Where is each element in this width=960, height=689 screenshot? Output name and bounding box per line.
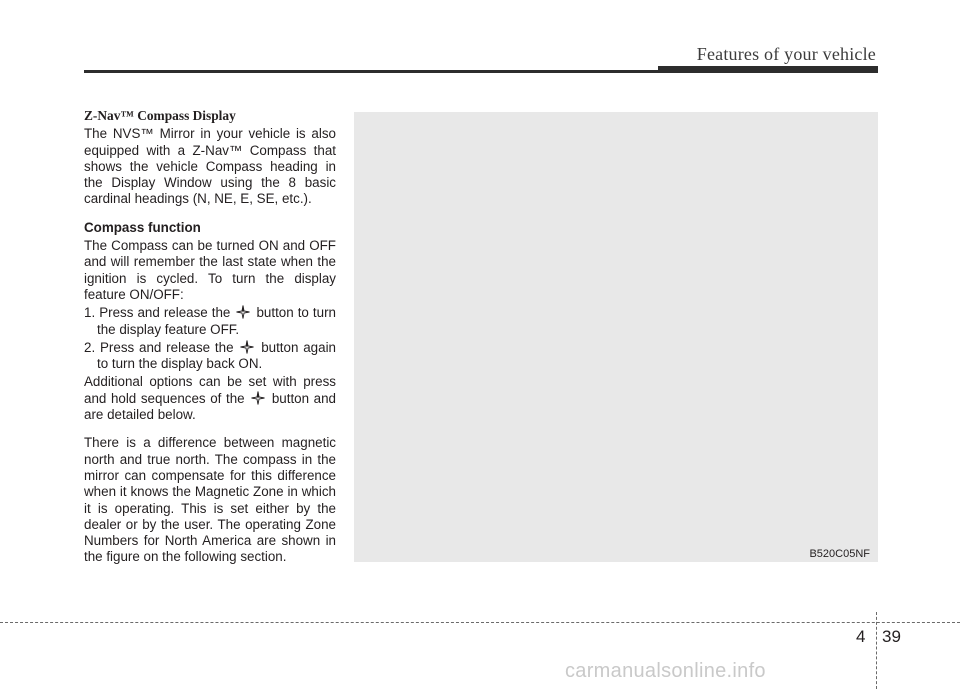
step-2-text-end: button again to turn the display back ON.	[97, 339, 336, 372]
main-text-column	[84, 108, 336, 566]
intro-paragraph: The NVS™ Mirror in your vehicle is also equipped with a Z-Nav™ Compass that shows the vehicle Compass heading in the Display Window using the 8 basic cardinal headings (N, NE, E, SE, etc.).	[84, 126, 336, 207]
page-header-title: Features of your vehicle	[696, 44, 876, 64]
header-rule-accent	[658, 66, 878, 73]
step-1	[84, 305, 336, 338]
step-2	[84, 340, 336, 373]
compass-button-icon	[240, 340, 254, 354]
chapter-number: 4	[856, 627, 866, 646]
figure-placeholder	[354, 112, 878, 562]
magnetic-zone-paragraph: There is a difference between magnetic north and true north. The compass in the mirror can compensate for this difference when it knows the Magnetic Zone in which it is operating. This is set either by the dealer or by the user. The operating Zone Numbers for North America are shown in the figure on the following section.	[84, 435, 336, 565]
page-number: 39	[882, 627, 901, 646]
compass-button-icon	[251, 391, 265, 405]
section-heading: Z-Nav™ Compass Display	[84, 108, 236, 123]
additional-text-end: button and are detailed below.	[84, 390, 336, 423]
page-divider-line	[876, 612, 877, 689]
footer-rule	[0, 622, 960, 623]
step-2-text-start: 2. Press and release the	[84, 339, 234, 355]
additional-options-paragraph	[84, 374, 336, 423]
compass-button-icon	[236, 305, 250, 319]
figure-code: B520C05NF	[809, 548, 870, 560]
additional-text-start: Additional options can be set with press and hold sequences of the	[84, 374, 336, 406]
compass-function-heading: Compass function	[84, 219, 201, 235]
step-1-text-start: 1. Press and release the	[84, 305, 231, 321]
function-paragraph: The Compass can be turned ON and OFF and will remember the last state when the ignition is cycled. To turn the display feature ON/OFF:	[84, 238, 336, 302]
step-1-text-end: button to turn the display feature OFF.	[97, 305, 336, 337]
watermark: carmanualsonline.info	[565, 660, 766, 682]
